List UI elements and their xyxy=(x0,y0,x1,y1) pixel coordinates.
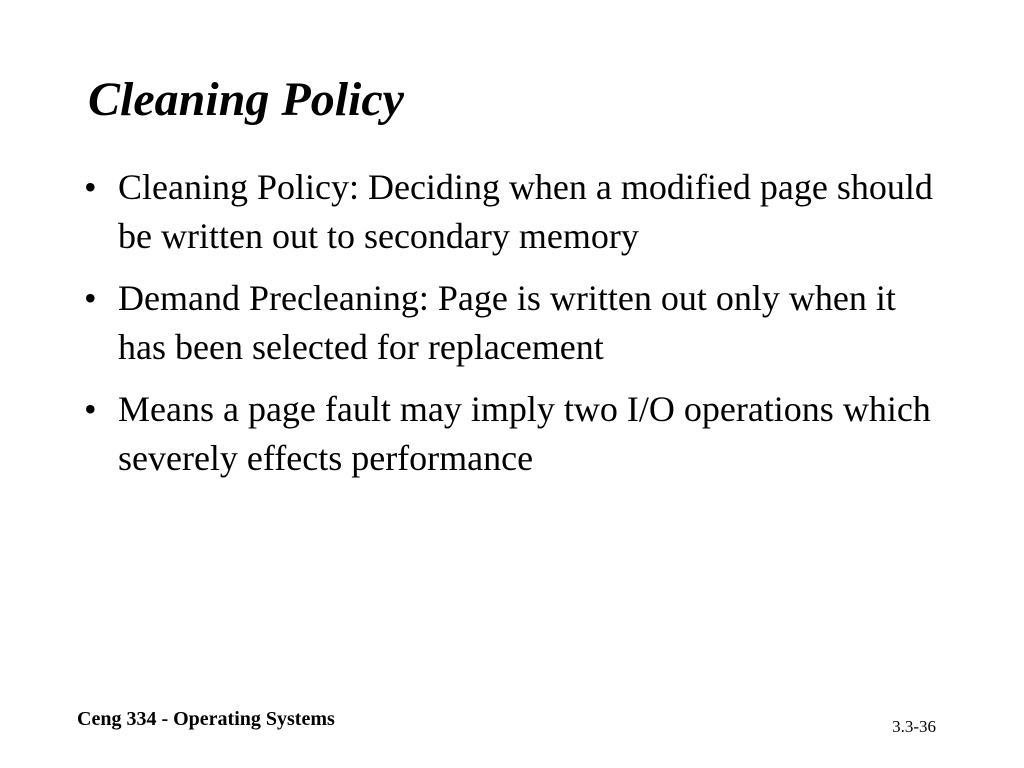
footer-course-name: Ceng 334 - Operating Systems xyxy=(77,708,335,730)
bullet-text: Demand Precleaning: Page is written out only when it has been selected for replacement xyxy=(118,278,896,367)
bullet-item-demand-precleaning xyxy=(84,274,944,372)
slide-title: Cleaning Policy xyxy=(88,73,404,126)
bullet-text: Cleaning Policy: Deciding when a modified page should be written out to secondary memory xyxy=(118,167,933,256)
bullet-item-page-fault xyxy=(84,385,944,483)
bullet-icon: • xyxy=(84,278,97,318)
bullet-item-cleaning-policy xyxy=(84,163,944,261)
bullet-icon: • xyxy=(84,389,97,429)
bullet-text: Means a page fault may imply two I/O operations which severely effects performance xyxy=(118,389,931,478)
footer-slide-number: 3.3-36 xyxy=(892,717,936,736)
bullet-list xyxy=(84,163,944,496)
bullet-icon: • xyxy=(84,167,97,207)
